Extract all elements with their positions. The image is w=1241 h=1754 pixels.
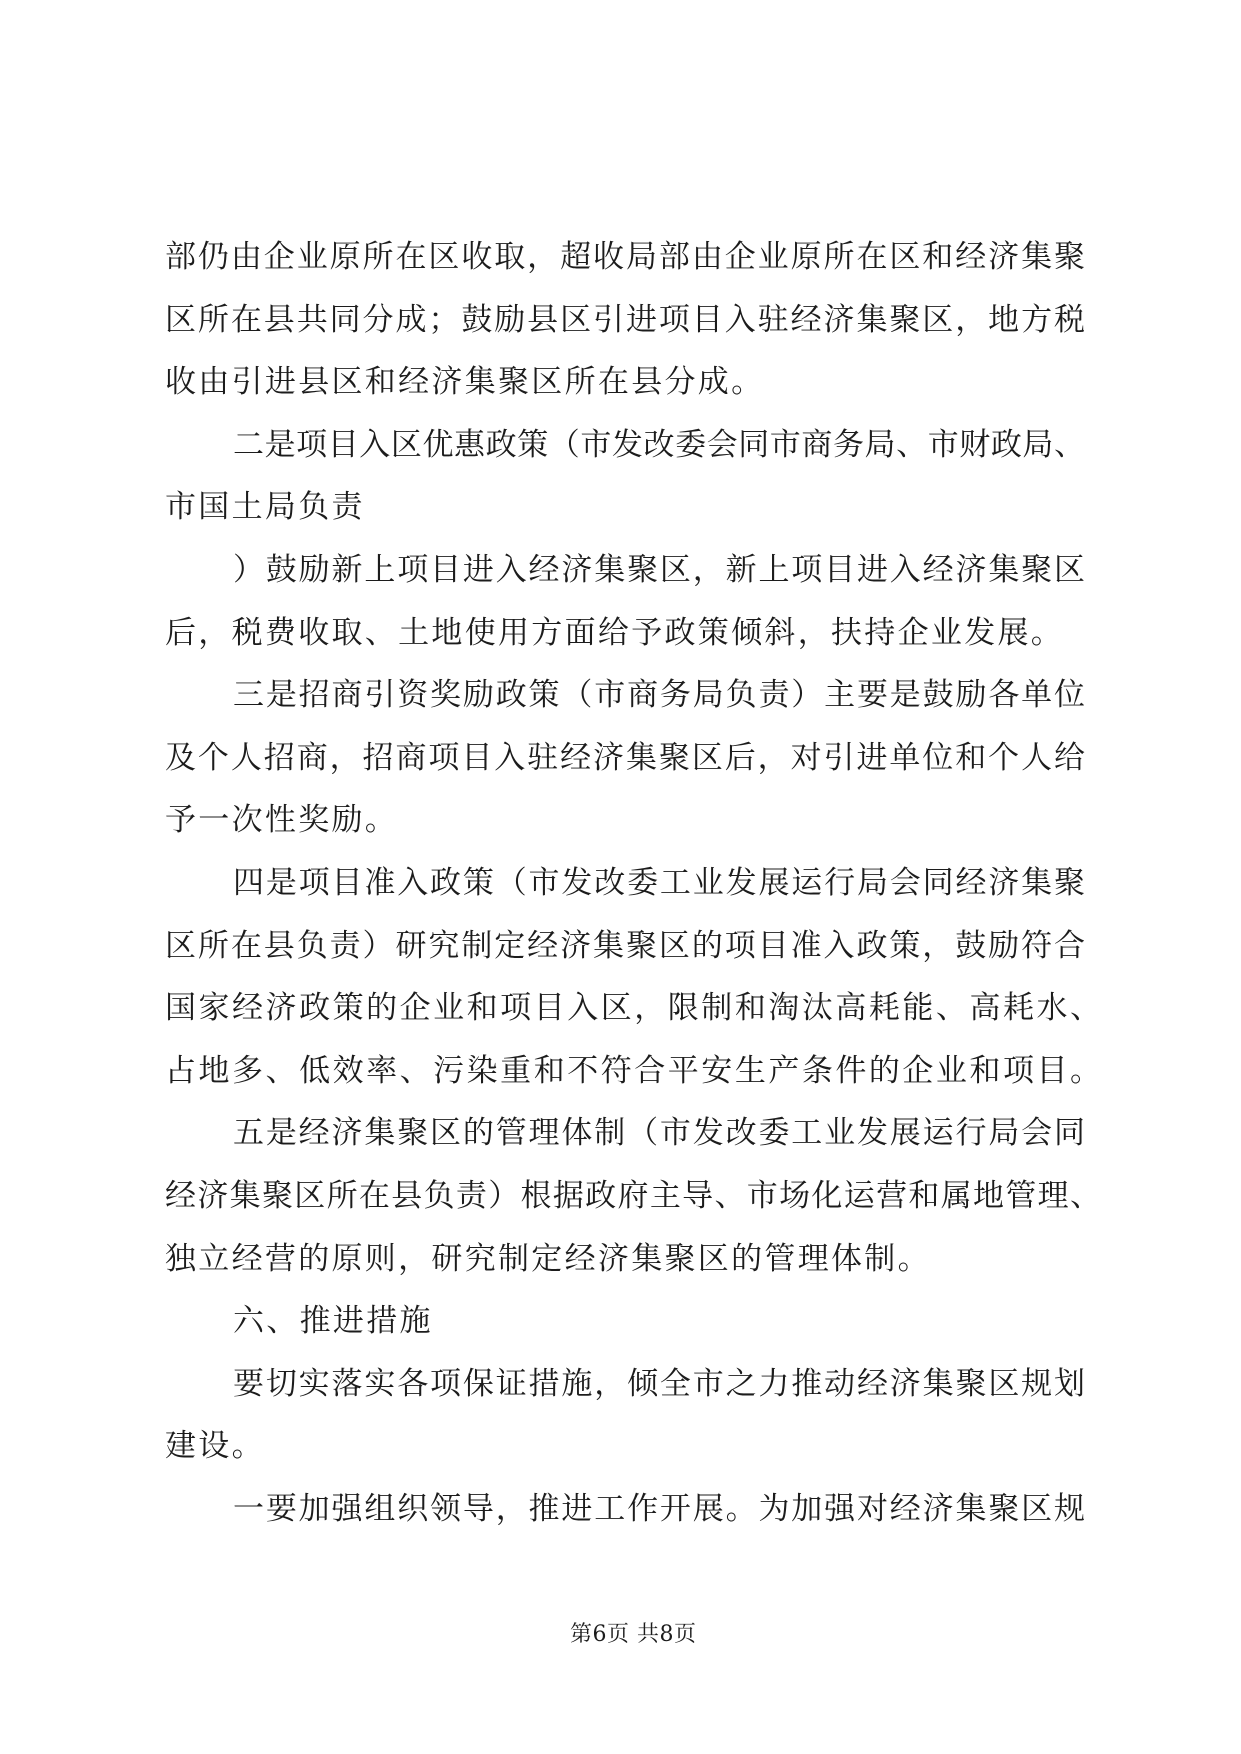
- paragraph-line: 占地多、低效率、污染重和不符合平安生产条件的企业和项目。: [165, 1052, 1101, 1089]
- paragraph-line: 二是项目入区优惠政策（市发改委会同市商务局、市财政局、: [233, 426, 1085, 463]
- paragraph: [165, 1353, 1105, 1478]
- section-heading: [165, 1290, 1105, 1353]
- paragraph-line: 部仍由企业原所在区收取，超收局部由企业原所在区和经济集聚: [165, 239, 1085, 275]
- paragraph: [165, 414, 1105, 539]
- paragraph-line: 独立经营的原则，研究制定经济集聚区的管理体制。: [165, 1240, 931, 1277]
- paragraph-line: 国家经济政策的企业和项目入区，限制和淘汰高耗能、高耗水、: [165, 990, 1101, 1027]
- paragraph-line: 要切实落实各项保证措施，倾全市之力推动经济集聚区规划: [233, 1365, 1085, 1402]
- paragraph: [165, 1478, 1105, 1541]
- document-body: [165, 226, 1105, 1540]
- paragraph-line: ）鼓励新上项目进入经济集聚区，新上项目进入经济集聚区: [233, 551, 1085, 588]
- paragraph-line: 一要加强组织领导，推进工作开展。为加强对经济集聚区规: [233, 1490, 1085, 1527]
- paragraph-line: 建设。: [165, 1428, 265, 1465]
- paragraph: [165, 852, 1105, 1102]
- paragraph: [165, 539, 1105, 664]
- paragraph-line: 后，税费收取、土地使用方面给予政策倾斜，扶持企业发展。: [165, 614, 1065, 651]
- paragraph-line: 五是经济集聚区的管理体制（市发改委工业发展运行局会同: [233, 1115, 1085, 1152]
- paragraph-line: 六、推进措施: [233, 1303, 433, 1340]
- paragraph-line: 三是招商引资奖励政策（市商务局负责）主要是鼓励各单位: [233, 677, 1085, 714]
- paragraph: [165, 1102, 1105, 1290]
- paragraph-line: 区所在县共同分成；鼓励县区引进项目入驻经济集聚区，地方税: [165, 301, 1085, 338]
- paragraph-line: 市国土局负责: [165, 489, 365, 526]
- page-footer: 第6页 共8页: [570, 1622, 697, 1647]
- paragraph-line: 收由引进县区和经济集聚区所在县分成。: [165, 364, 765, 401]
- paragraph: [165, 226, 1105, 414]
- paragraph: [165, 664, 1105, 852]
- paragraph-line: 经济集聚区所在县负责）根据政府主导、市场化运营和属地管理、: [165, 1177, 1101, 1214]
- paragraph-line: 及个人招商，招商项目入驻经济集聚区后，对引进单位和个人给: [165, 739, 1085, 776]
- paragraph-line: 予一次性奖励。: [165, 802, 399, 839]
- paragraph-line: 四是项目准入政策（市发改委工业发展运行局会同经济集聚: [233, 864, 1085, 901]
- paragraph-line: 区所在县负责）研究制定经济集聚区的项目准入政策，鼓励符合: [165, 927, 1085, 964]
